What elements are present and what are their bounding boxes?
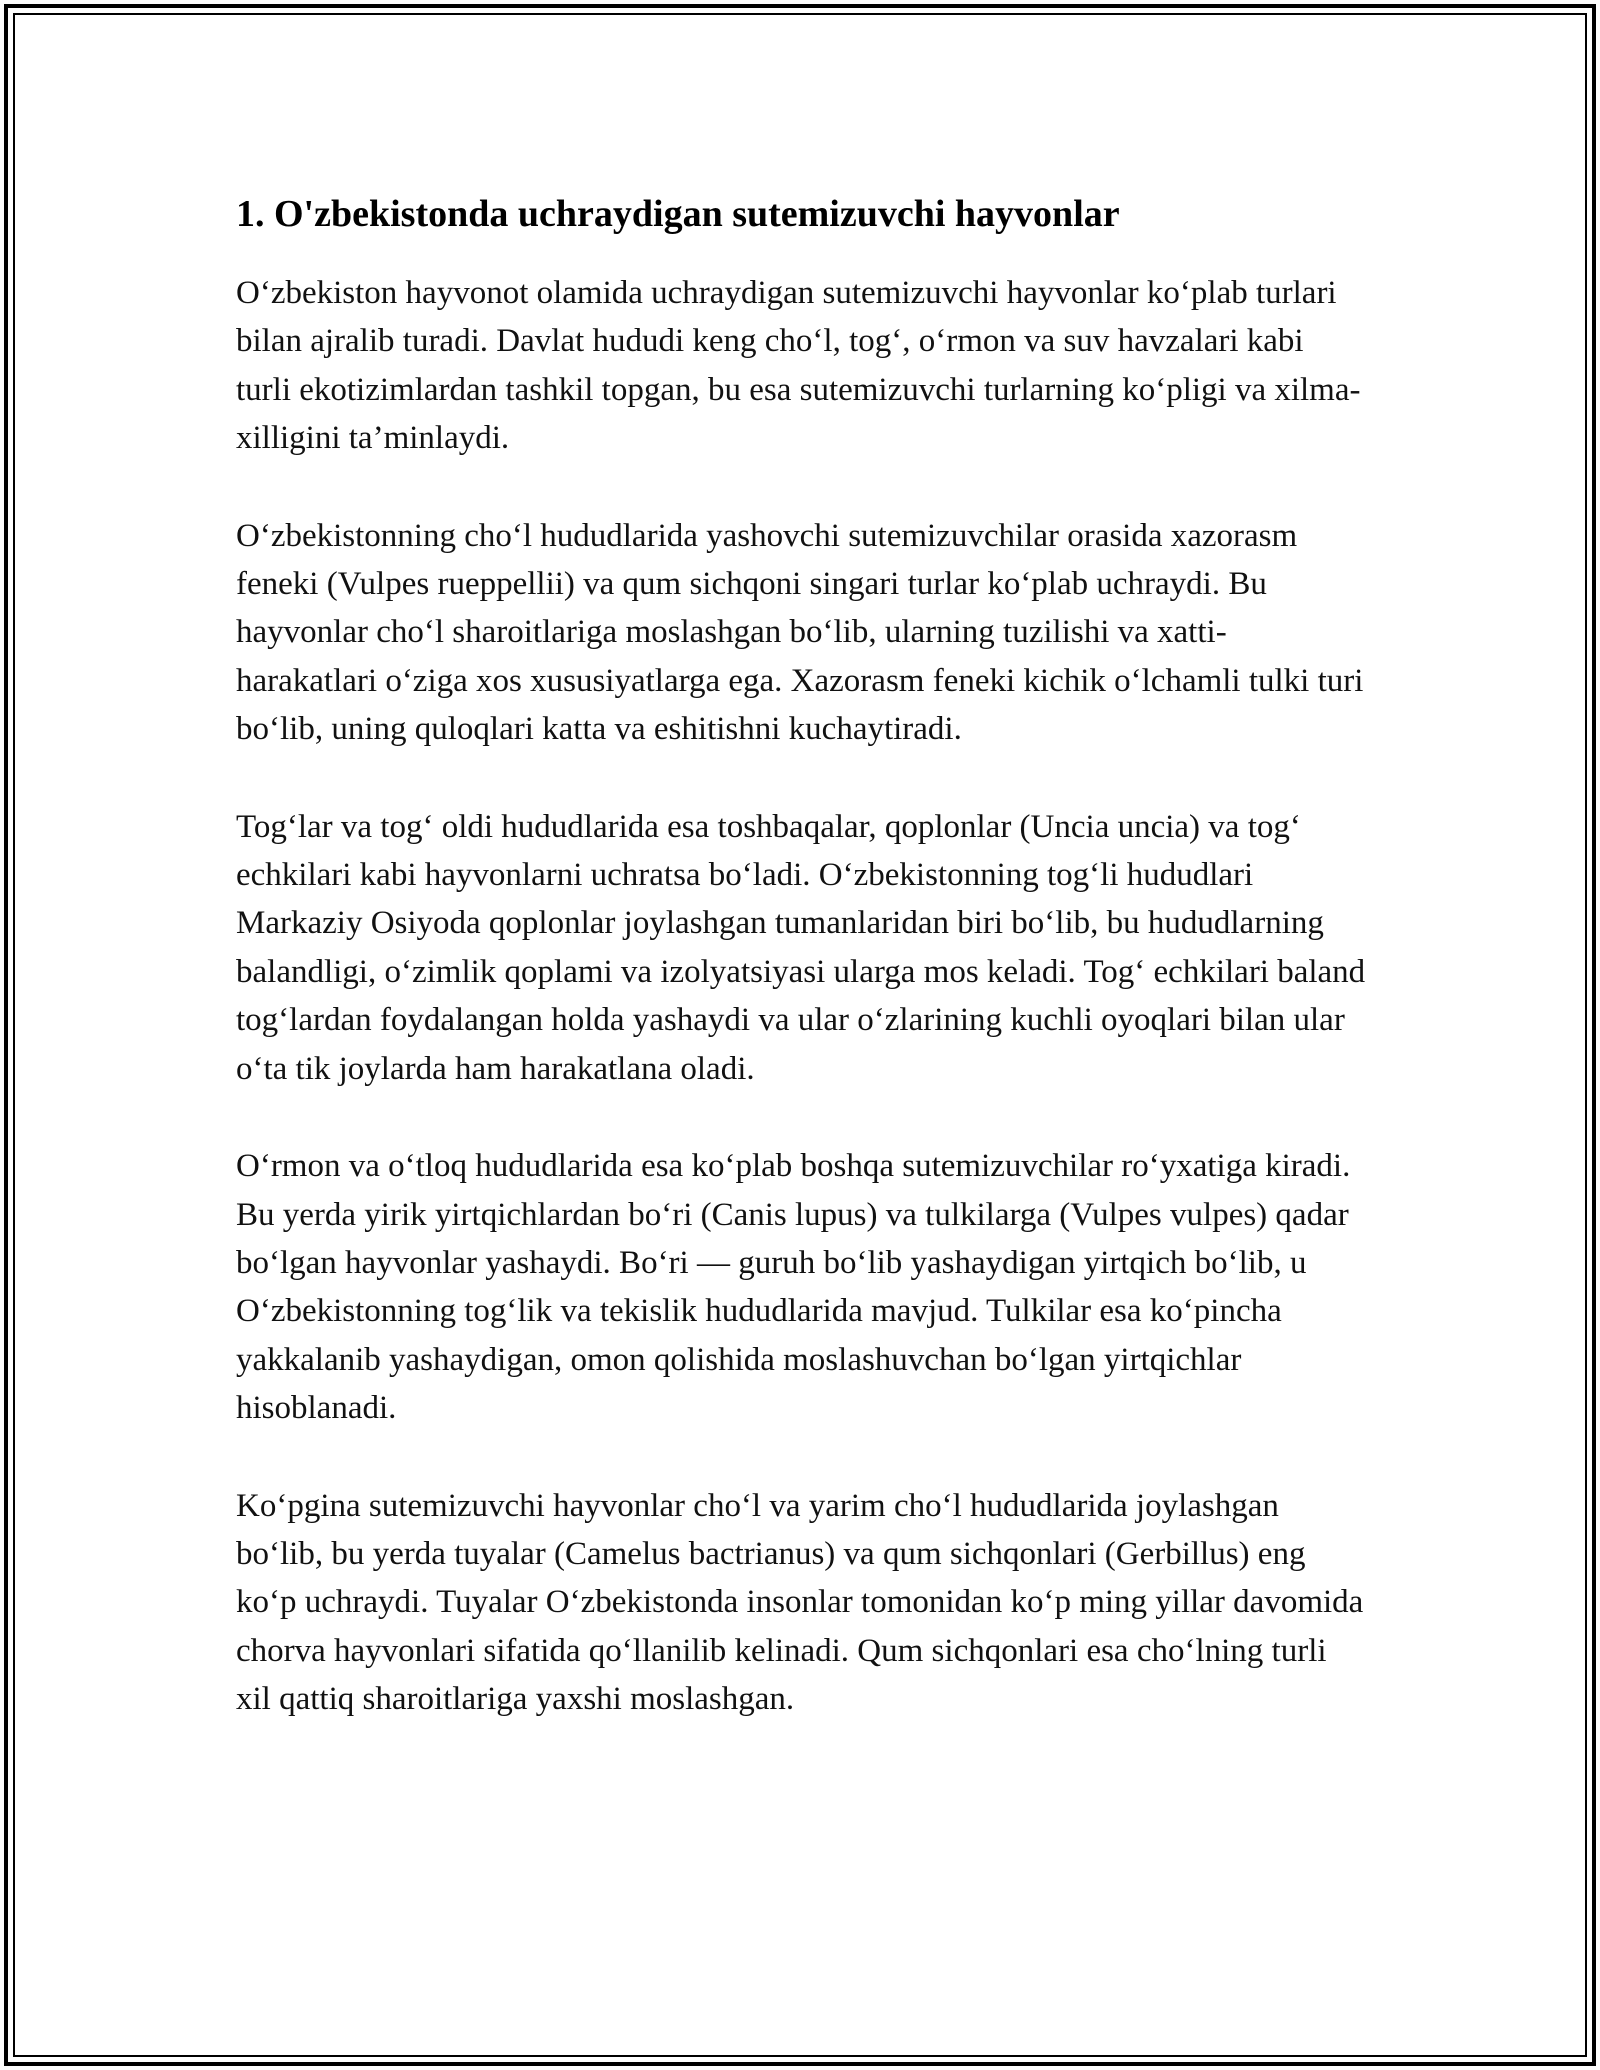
paragraph-forest-mammals: O‘rmon va o‘tloq hududlarida esa ko‘plab boshqa sutemizuvchilar ro‘yxatiga kiradi. Bu yerda yirik yirtqichlardan bo‘ri (Canis lupus) va tulkilarga (Vulpes vulpes) qadar bo‘lgan hayvonlar yashaydi. Bo‘ri — guruh bo‘lib yashaydigan yirtqich bo‘lib, u O‘zbekistonning tog‘lik va tekislik hududlarida mavjud. Tulkilar esa ko‘pincha yakkalanib yashaydigan, omon qolishida moslashuvchan bo‘lgan yirtqichlar hisoblanadi. bbox=[236, 1148, 1351, 1427]
paragraph-mountain-mammals: Tog‘lar va tog‘ oldi hududlarida esa toshbaqalar, qoplonlar (Uncia uncia) va tog‘ echkilari kabi hayvonlarni uchratsa bo‘ladi. O‘zbekistonning tog‘li hududlari Markaziy Osiyoda qoplonlar joylashgan tumanlaridan biri bo‘lib, bu hududlarning balandligi, o‘zimlik qoplami va izolyatsiyasi ularga mos keladi. Tog‘ echkilari baland tog‘lardan foydalangan holda yashaydi va ular o‘zlarining kuchli oyoqlari bilan ular o‘ta tik joylarda ham harakatlana oladi. bbox=[236, 808, 1366, 1087]
paragraph-semi-desert-mammals: Ko‘pgina sutemizuvchi hayvonlar cho‘l va yarim cho‘l hududlarida joylashgan bo‘lib, bu yerda tuyalar (Camelus bactrianus) va qum sichqonlari (Gerbillus) eng ko‘p uchraydi. Tuyalar O‘zbekistonda insonlar tomonidan ko‘p ming yillar davomida chorva hayvonlari sifatida qo‘llanilib kelinadi. Qum sichqonlari esa cho‘lning turli xil qattiq sharoitlariga yaxshi moslashgan. bbox=[236, 1487, 1364, 1718]
document-body bbox=[236, 185, 1366, 1773]
paragraph-desert-mammals: O‘zbekistonning cho‘l hududlarida yashovchi sutemizuvchilar orasida xazorasm feneki (Vulpes rueppellii) va qum sichqoni singari turlar ko‘plab uchraydi. Bu hayvonlar cho‘l sharoitlariga moslashgan bo‘lib, ularning tuzilishi va xatti-harakatlari o‘ziga xos xususiyatlarga ega. Xazorasm feneki kichik o‘lchamli tulki turi bo‘lib, uning quloqlari katta va eshitishni kuchaytiradi. bbox=[236, 517, 1364, 748]
paragraph-intro: O‘zbekiston hayvonot olamida uchraydigan sutemizuvchi hayvonlar ko‘plab turlari bilan ajralib turadi. Davlat hududi keng cho‘l, tog‘, o‘rmon va suv havzalari kabi turli ekotizimlardan tashkil topgan, bu esa sutemizuvchi turlarning ko‘pligi va xilma-xilligini ta’minlaydi. bbox=[236, 275, 1361, 457]
document-title: 1. O'zbekistonda uchraydigan sutemizuvchi hayvonlar bbox=[236, 193, 1120, 235]
